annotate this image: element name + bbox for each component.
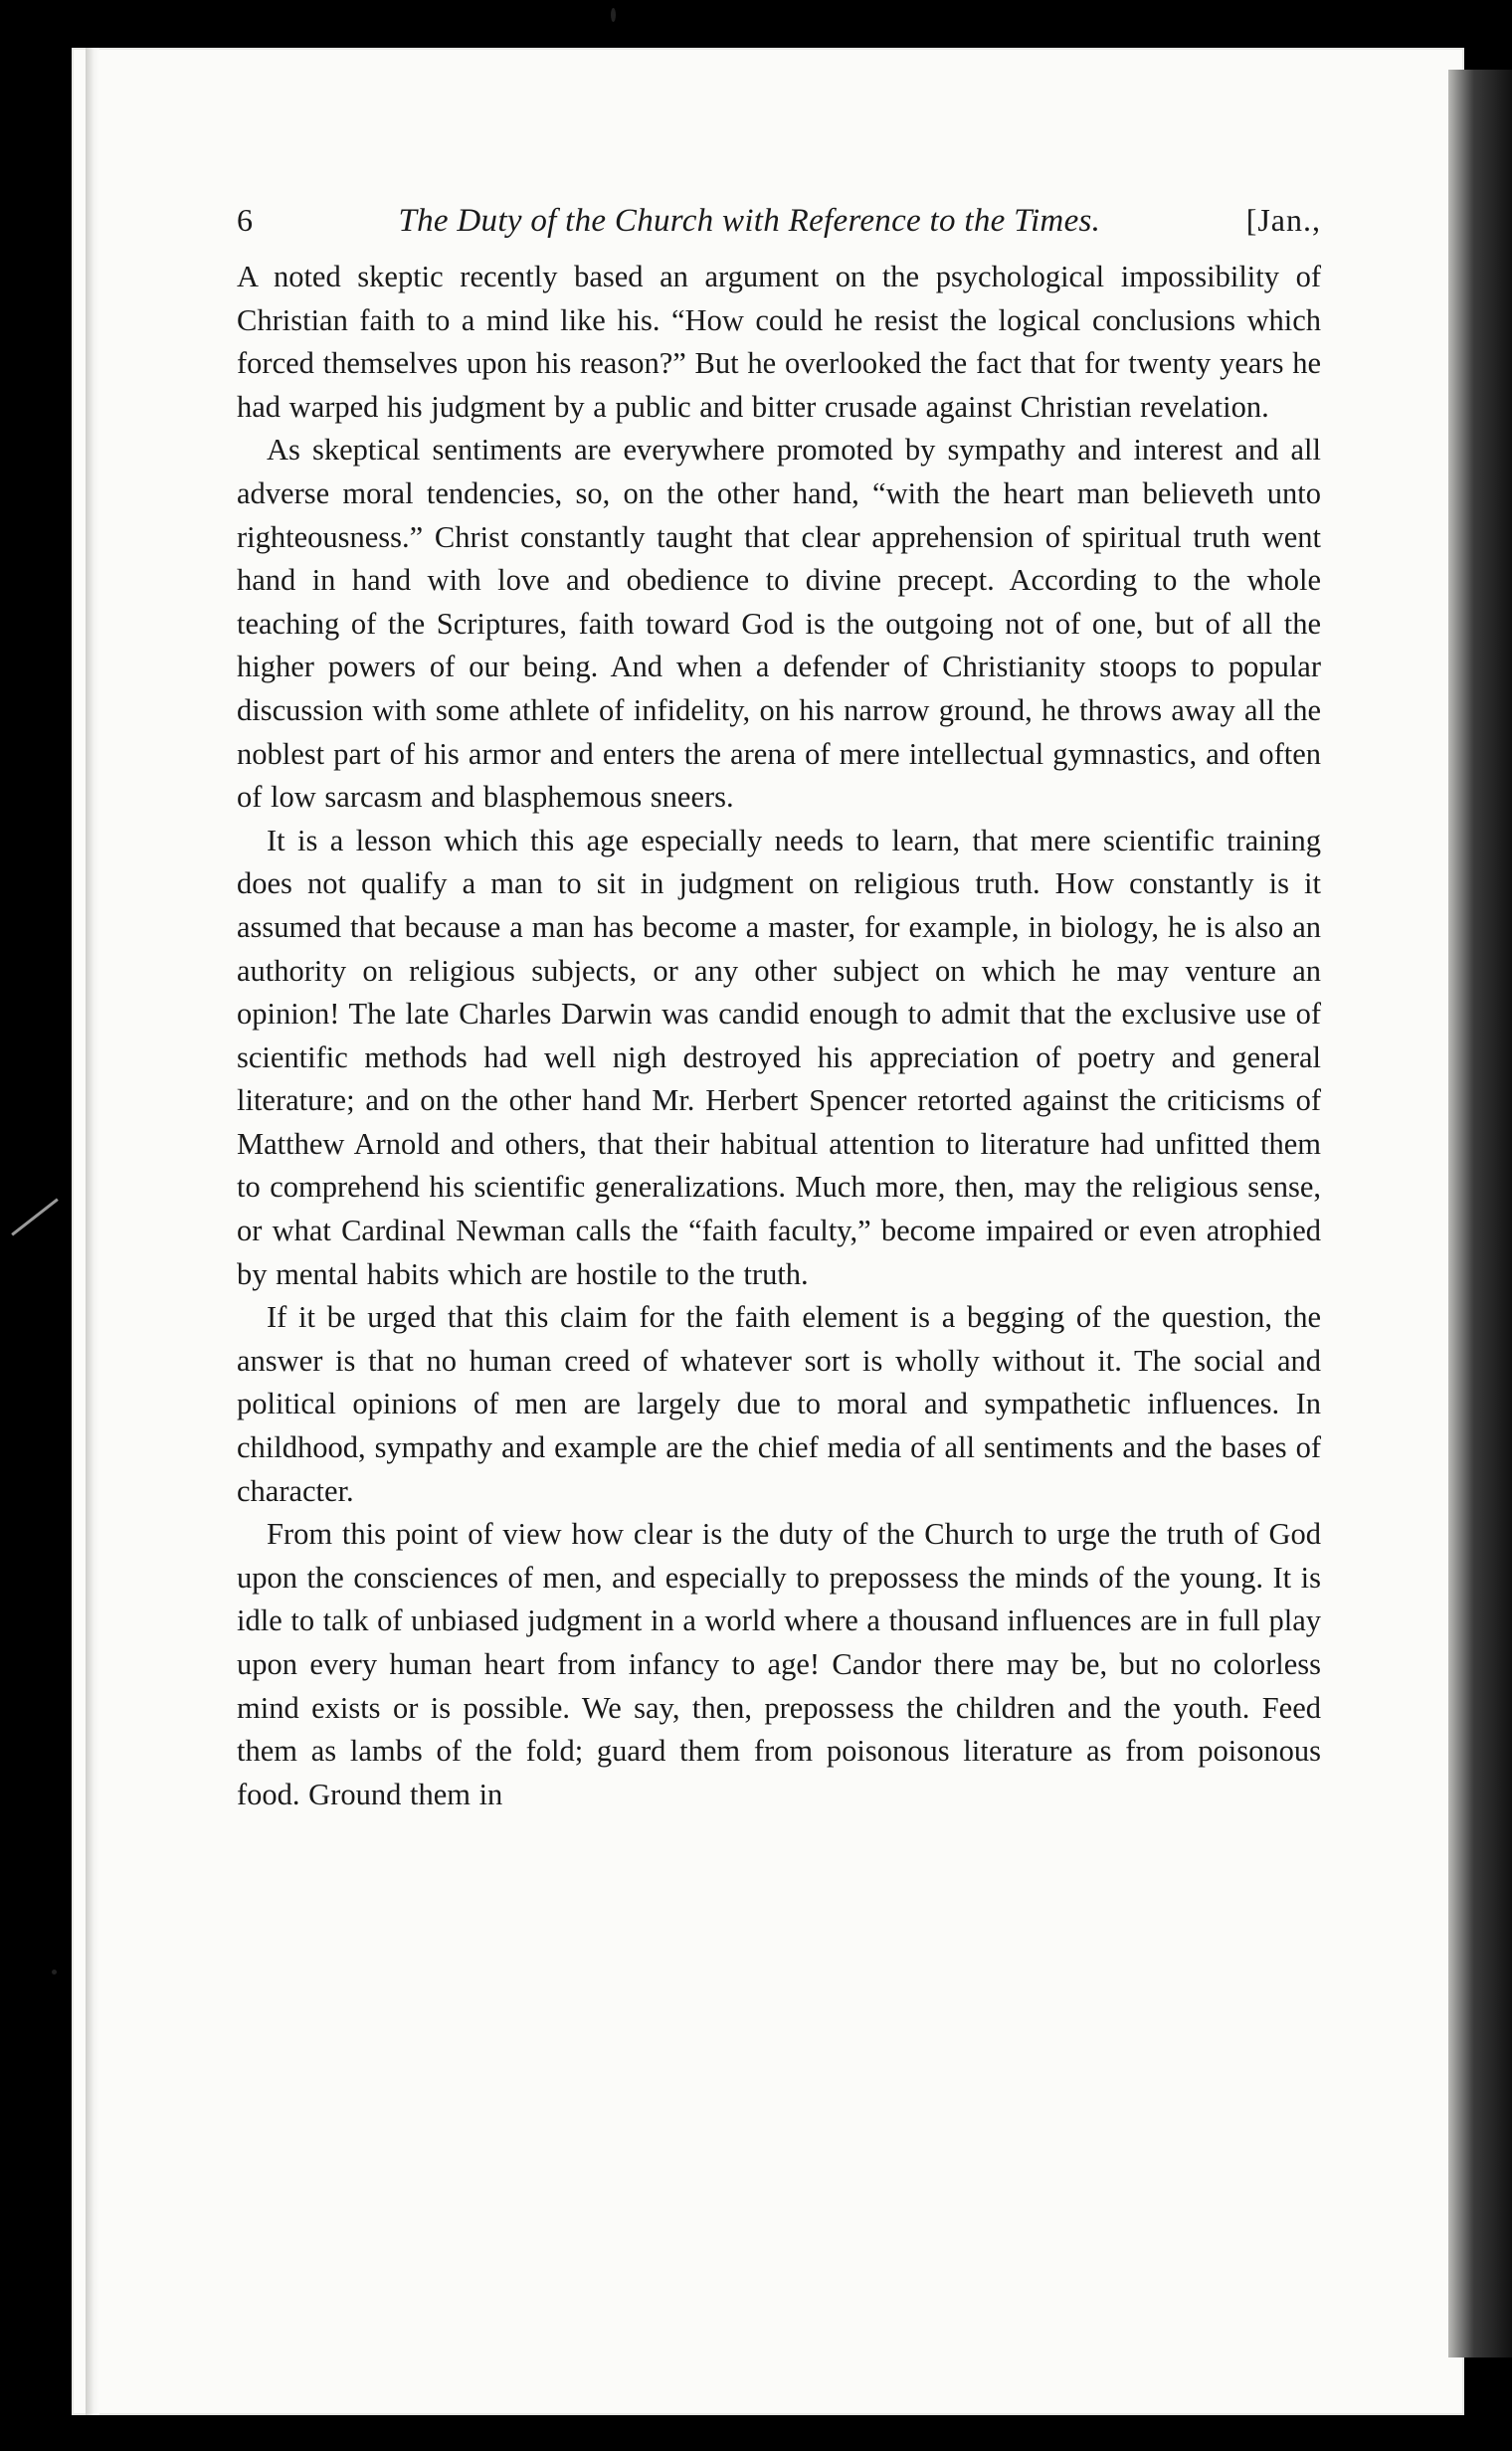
- running-header: [237, 195, 1321, 246]
- paragraph-5: From this point of view how clear is the duty of the Church to urge the truth of God upon the consciences of men, and especially to prepossess the minds of the young. It is idle to talk of unbiased judgment in a world where a thousand influences are in full play upon every human heart from infancy to age! Candor there may be, but no colorless mind exists or is possible. We say, then, prepossess the children and the youth. Feed them as lambs of the fold; guard them from poisonous literature as from poisonous food. Ground them in: [237, 1517, 1321, 1811]
- date-mark: [Jan.,: [1245, 202, 1321, 238]
- scan-speck: [52, 1970, 57, 1975]
- page-fore-edge: [1448, 70, 1512, 2357]
- paragraph-4: If it be urged that this claim for the faith element is a begging of the question, the answer is that no human creed of whatever sort is wholly without it. The social and political opinions of men are largely due to moral and sympathetic influences. In childhood, sympathy and example are the chief media of all sentiments and the bases of character.: [237, 1300, 1321, 1508]
- scan-speck: [611, 8, 616, 22]
- page-number: 6: [237, 202, 253, 238]
- page-content: [237, 195, 1321, 1816]
- page-binding-edge: [86, 48, 99, 2415]
- paragraph-1: A noted skeptic recently based an argument on the psychological impossibility of Christian faith to a mind like his. “How could he resist the logical conclusions which forced themselves upon his reason?” But he overlooked the fact that for twenty years he had warped his judgment by a public and bitter crusade against Christian revelation.: [237, 260, 1321, 424]
- paragraph-2: As skeptical sentiments are everywhere promoted by sympathy and interest and all adverse moral tendencies, so, on the other hand, “with the heart man believeth unto righteousness.” Christ constantly taught that clear apprehension of spiritual truth went hand in hand with love and obedience to divine precept. According to the whole teaching of the Scriptures, faith toward God is the outgoing not of one, but of all the higher powers of our being. And when a defender of Christianity stoops to popular discussion with some athlete of infidelity, on his narrow ground, he throws away all the noblest part of his armor and enters the arena of mere intellectual gymnastics, and often of low sarcasm and blasphemous sneers.: [237, 433, 1321, 815]
- running-title: The Duty of the Church with Reference to the Times.: [398, 203, 1101, 239]
- paragraph-3: It is a lesson which this age especially needs to learn, that mere scientific training does not qualify a man to sit in judgment on religious truth. How constantly is it assumed that because a man has become a master, for example, in biology, he is also an authority on religious subjects, or any other subject on which he may venture an opinion! The late Charles Darwin was candid enough to admit that the exclusive use of scientific methods had well nigh destroyed his appreciation of poetry and general literature; and on the other hand Mr. Herbert Spencer retorted against the criticisms of Matthew Arnold and others, that their habitual attention to literature had unfitted them to comprehend his scientific generalizations. Much more, then, may the religious sense, or what Cardinal Newman calls the “faith faculty,” become impaired or even atrophied by mental habits which are hostile to the truth.: [237, 823, 1321, 1291]
